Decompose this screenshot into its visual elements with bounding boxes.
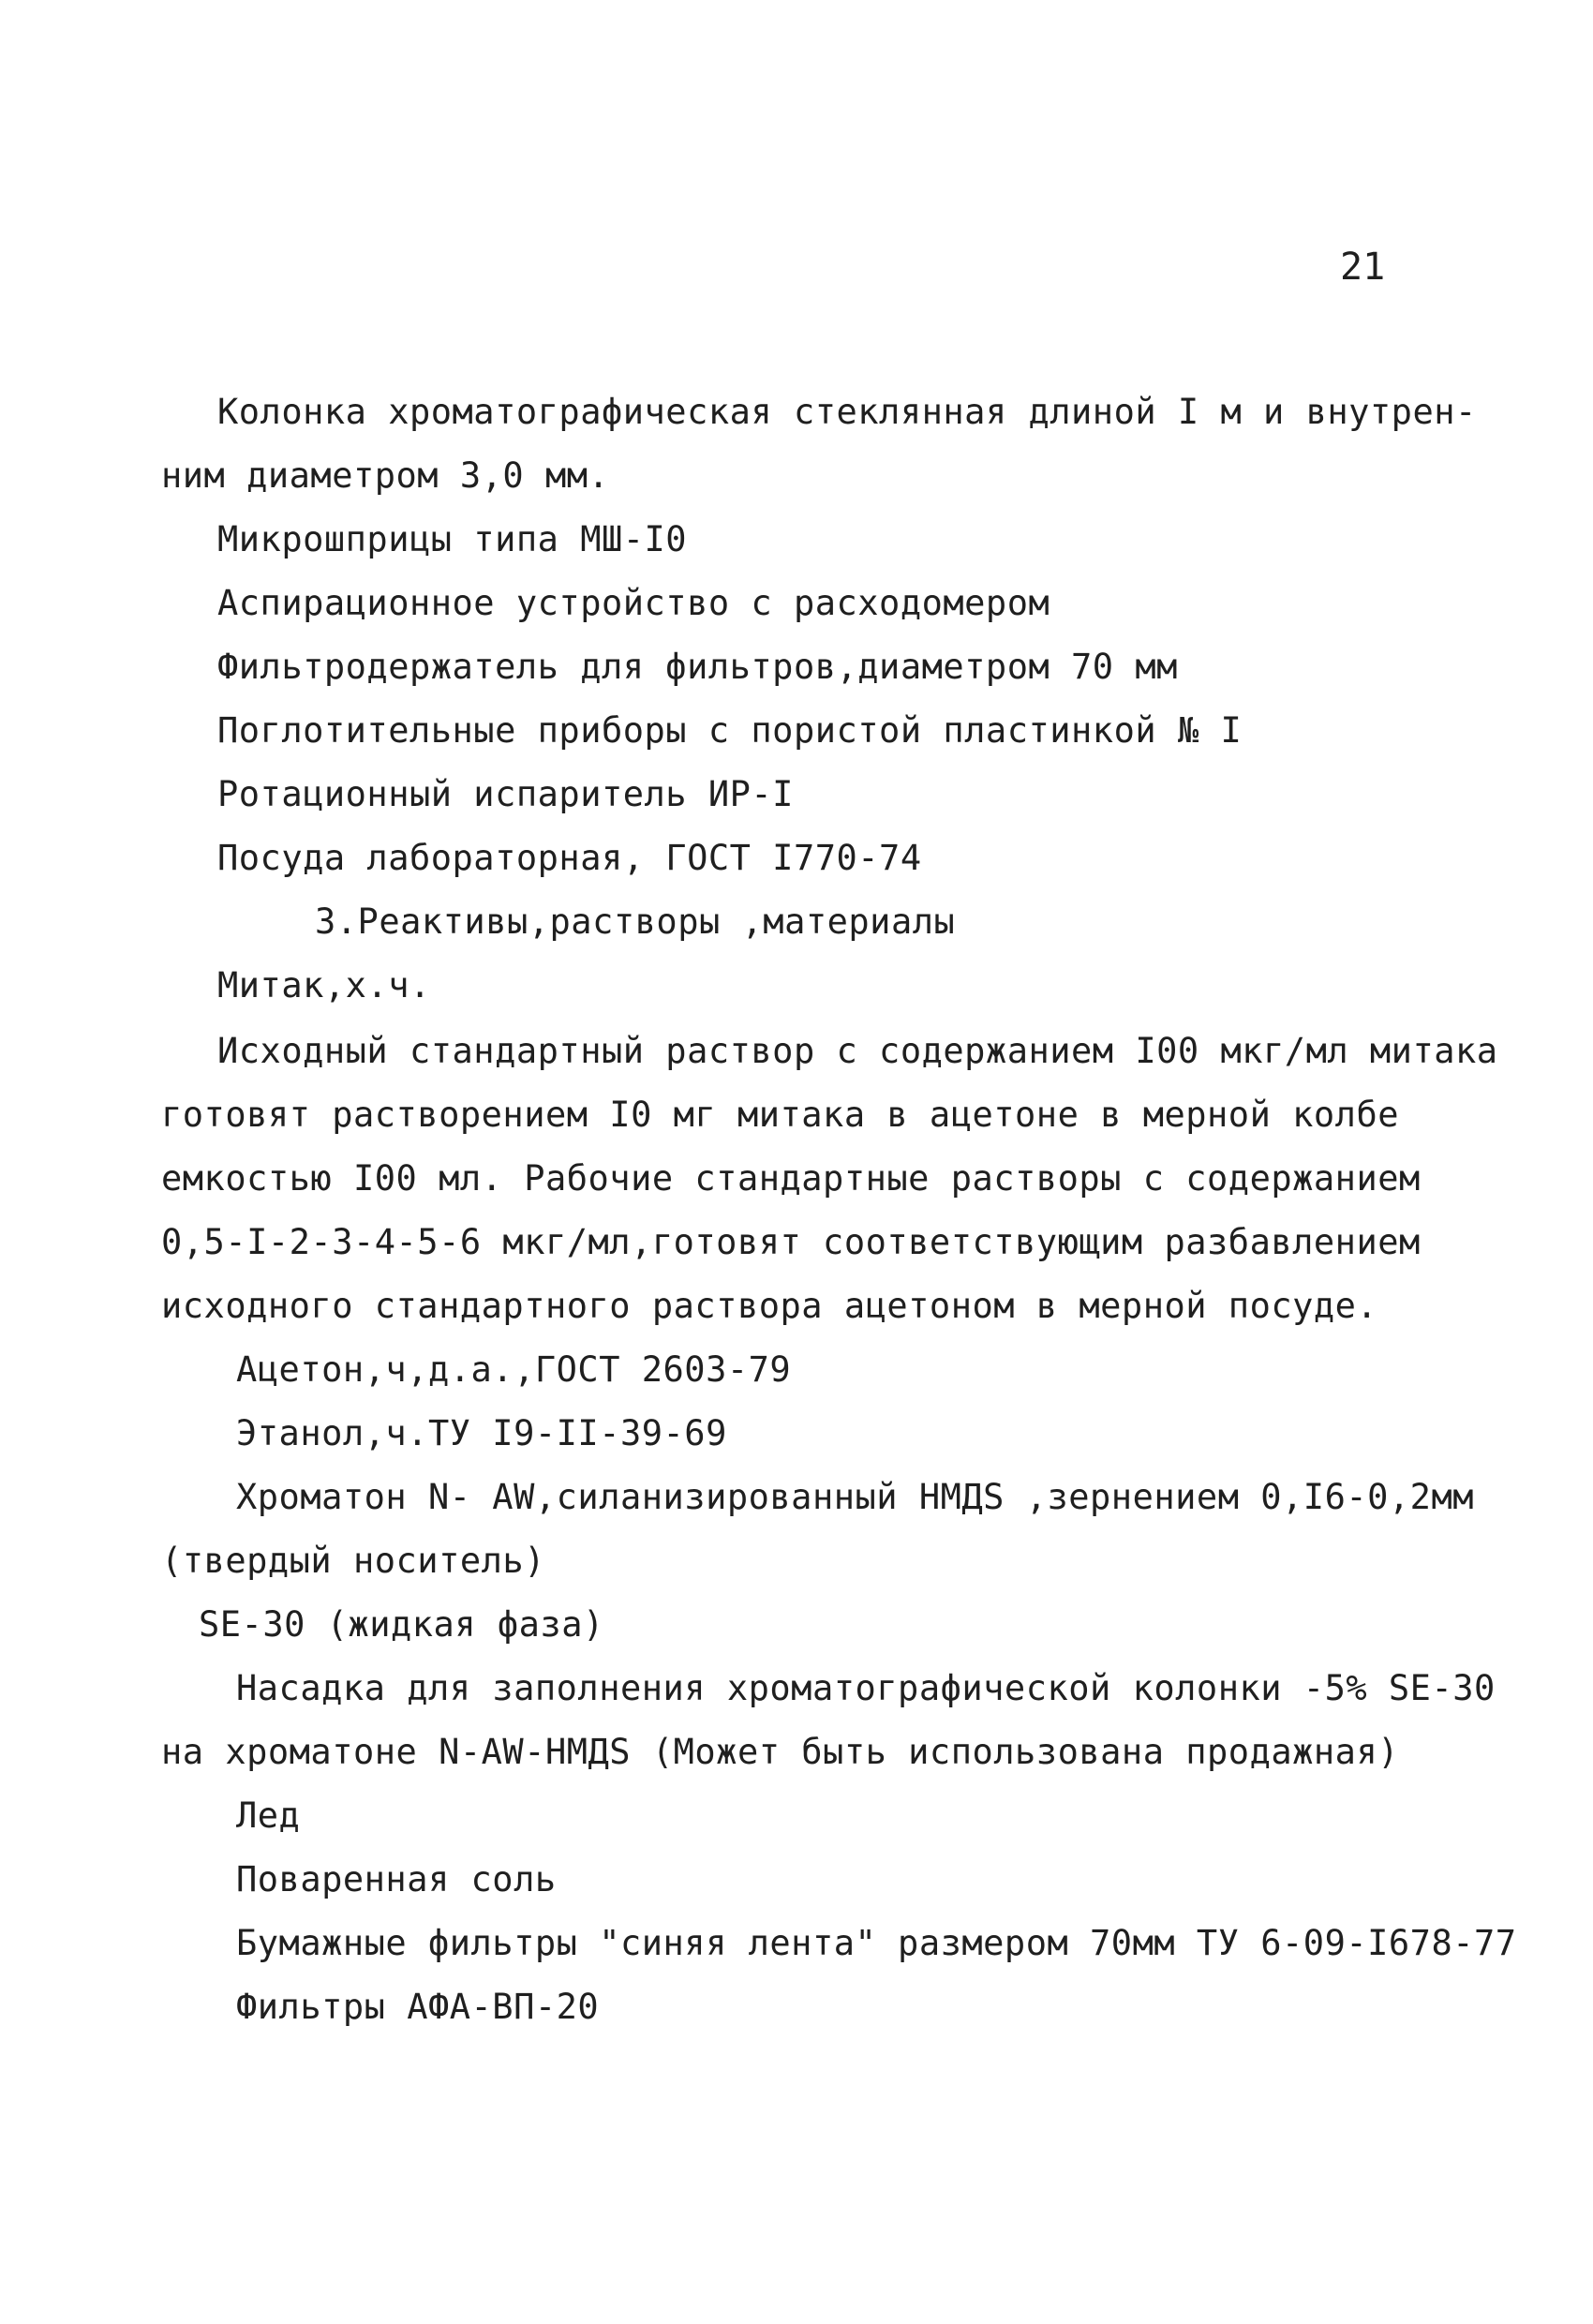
afa-filters-item: Фильтры АФА-ВП-20	[236, 1987, 600, 2027]
stock-solution-line1: Исходный стандартный раствор с содержанием I00 мкг/мл митака	[217, 1031, 1498, 1071]
ice-item: Лед	[236, 1795, 301, 1836]
se30-item: SE-30 (жидкая фаза)	[199, 1604, 604, 1645]
filter-holder-item: Фильтродержатель для фильтров,диаметром 70 мм	[217, 647, 1178, 687]
aspirator-item: Аспирационное устройство с расходомером	[217, 583, 1050, 623]
chromaton-line1: Хроматон N- AW,силанизированный НМДS ,зернением 0,I6-0,2мм	[236, 1477, 1475, 1517]
page-number: 21	[1340, 246, 1386, 289]
column-description-line1: Колонка хроматографическая стеклянная длиной I м и внутрен-	[217, 392, 1477, 432]
absorbers-item: Поглотительные приборы с пористой пластинкой № I	[217, 710, 1243, 751]
column-description-line2: ним диаметром 3,0 мм.	[161, 455, 610, 496]
chromaton-line2: (твердый носитель)	[161, 1541, 545, 1581]
section-heading-reagents: 3.Реактивы,растворы ,материалы	[315, 901, 956, 942]
salt-item: Поваренная соль	[236, 1859, 557, 1899]
glassware-item: Посуда лабораторная, ГОСТ I770-74	[217, 838, 922, 878]
acetone-item: Ацетон,ч,д.а.,ГОСТ 2603-79	[236, 1349, 792, 1390]
packing-line2: на хроматоне N-AW-НМДS (Может быть использована продажная)	[161, 1732, 1400, 1772]
packing-line1: Насадка для заполнения хроматографической колонки -5% SE-30	[236, 1668, 1496, 1708]
stock-solution-line3: емкостью I00 мл. Рабочие стандартные растворы с содержанием	[161, 1158, 1421, 1199]
evaporator-item: Ротационный испаритель ИР-I	[217, 774, 794, 814]
paper-filters-item: Бумажные фильтры "синяя лента" размером 70мм ТУ 6-09-I678-77	[236, 1923, 1517, 1963]
stock-solution-line4: 0,5-I-2-3-4-5-6 мкг/мл,готовят соответствующим разбавлением	[161, 1222, 1421, 1262]
microsyringes-item: Микрошприцы типа МШ-I0	[217, 519, 688, 559]
ethanol-item: Этанол,ч.ТУ I9-II-39-69	[236, 1413, 727, 1453]
mitac-item: Митак,х.ч.	[217, 965, 431, 1006]
stock-solution-line2: готовят растворением I0 мг митака в ацетоне в мерной колбе	[161, 1095, 1400, 1135]
stock-solution-line5: исходного стандартного раствора ацетоном в мерной посуде.	[161, 1286, 1378, 1326]
